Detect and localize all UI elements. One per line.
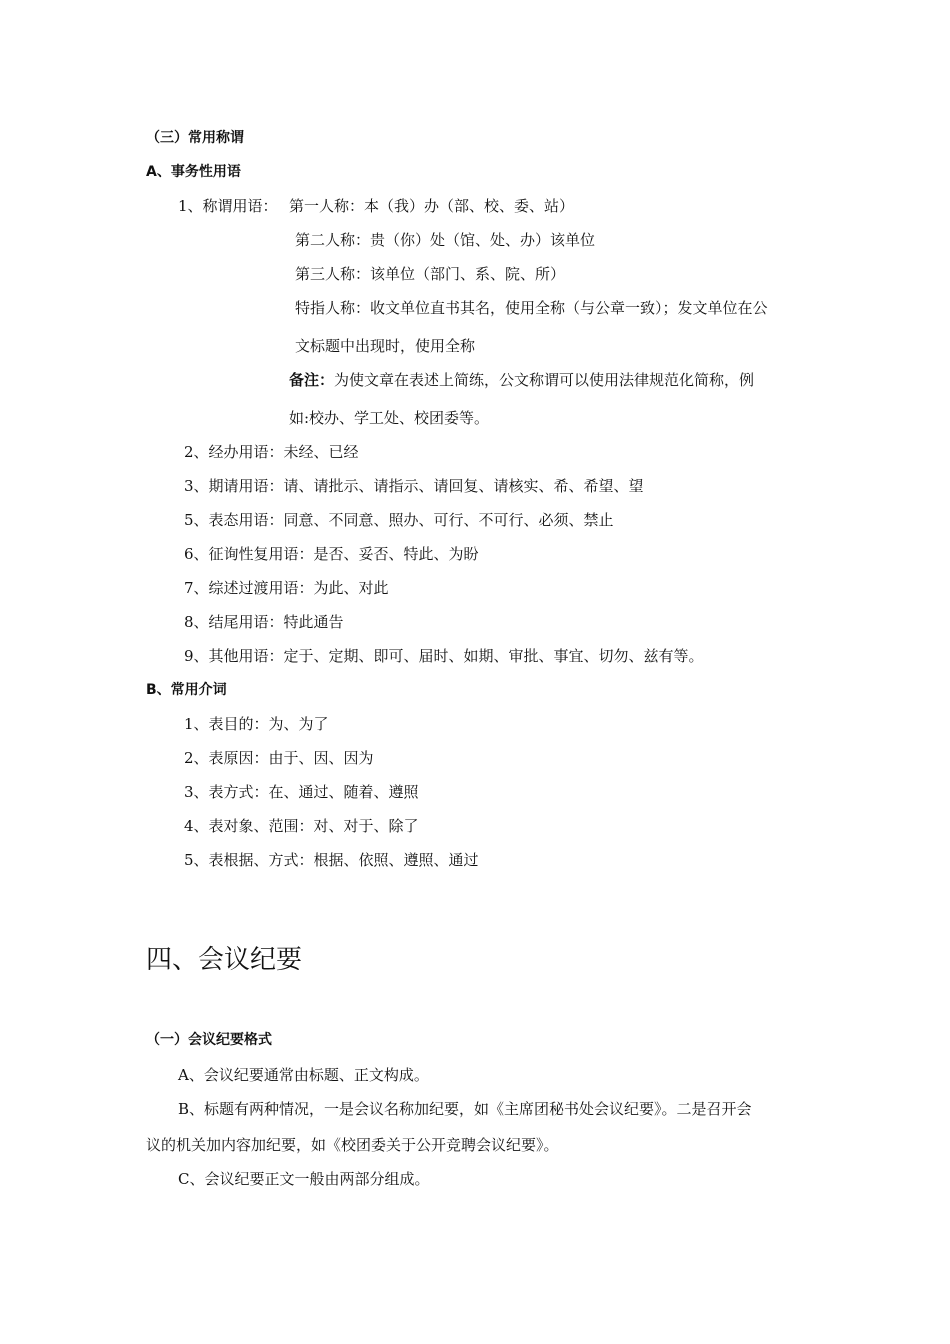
list-item: 3、期请用语：请、请批示、请指示、请回复、请核实、希、希望、望 bbox=[184, 477, 644, 495]
list-item: 文标题中出现时，使用全称 bbox=[295, 337, 476, 355]
subsection-title-b: B、常用介词 bbox=[146, 682, 227, 698]
list-item: 5、表根据、方式：根据、依照、遵照、通过 bbox=[184, 851, 479, 869]
list-item: 5、表态用语：同意、不同意、照办、可行、不可行、必须、禁止 bbox=[184, 511, 614, 529]
list-item: 4、表对象、范围：对、对于、除了 bbox=[184, 817, 419, 835]
note-line bbox=[289, 370, 754, 390]
list-item: 3、表方式：在、通过、随着、遵照 bbox=[184, 783, 419, 801]
subsection-title-a: A、事务性用语 bbox=[146, 164, 241, 180]
note-label: 备注： bbox=[289, 371, 335, 389]
list-item: 如:校办、学工处、校团委等。 bbox=[289, 409, 490, 427]
paragraph: C、会议纪要正文一般由两部分组成。 bbox=[178, 1170, 430, 1188]
list-item: 8、结尾用语：特此通告 bbox=[184, 613, 344, 631]
list-item: 第一人称：本（我）办（部、校、委、站） bbox=[289, 197, 575, 215]
section-title: （三）常用称谓 bbox=[146, 130, 244, 146]
chapter-heading: 四、会议纪要 bbox=[146, 945, 303, 975]
list-item: 特指人称：收文单位直书其名，使用全称（与公章一致）；发文单位在公 bbox=[295, 299, 768, 317]
list-item-label: 1、称谓用语： bbox=[178, 197, 278, 215]
list-item: 7、综述过渡用语：为此、对此 bbox=[184, 579, 389, 597]
note-text: 为使文章在表述上简练，公文称谓可以使用法律规范化简称，例 bbox=[334, 371, 755, 389]
list-item: 第三人称：该单位（部门、系、院、所） bbox=[295, 265, 566, 283]
list-item: 2、经办用语：未经、已经 bbox=[184, 443, 359, 461]
list-item: 9、其他用语：定于、定期、即可、届时、如期、审批、事宜、切勿、兹有等。 bbox=[184, 647, 704, 665]
section-title: （一）会议纪要格式 bbox=[146, 1032, 272, 1048]
list-item: 2、表原因：由于、因、因为 bbox=[184, 749, 374, 767]
list-item: 第二人称：贵（你）处（馆、处、办）该单位 bbox=[295, 231, 596, 249]
paragraph: B、标题有两种情况，一是会议名称加纪要，如《主席团秘书处会议纪要》。二是召开会 bbox=[178, 1100, 752, 1118]
paragraph-continued: 议的机关加内容加纪要，如《校团委关于公开竞聘会议纪要》。 bbox=[146, 1136, 559, 1154]
paragraph: A、会议纪要通常由标题、正文构成。 bbox=[178, 1066, 429, 1084]
list-item: 1、表目的：为、为了 bbox=[184, 715, 329, 733]
list-item: 6、征询性复用语：是否、妥否、特此、为盼 bbox=[184, 545, 479, 563]
